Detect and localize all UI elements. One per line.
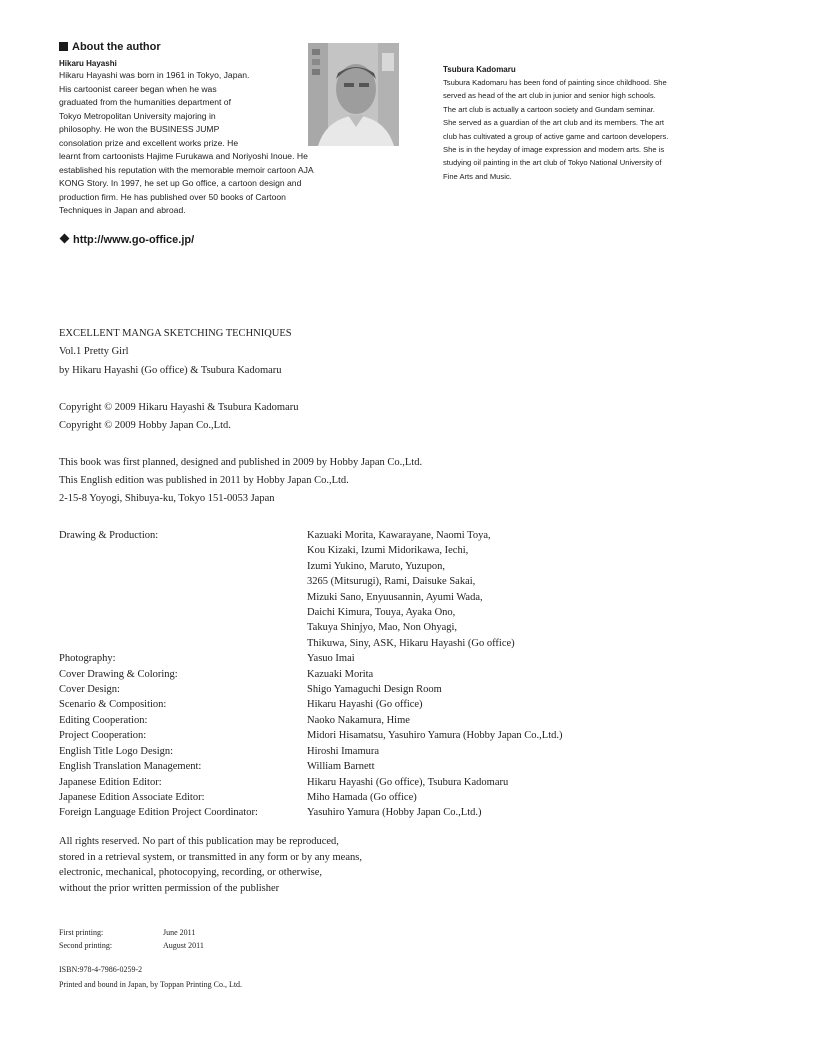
credit-role: English Title Logo Design:: [59, 745, 174, 757]
author2-bio-line: club has cultivated a group of active game and cartoon developers.: [443, 131, 669, 141]
author2-name: Tsubura Kadomaru: [443, 65, 516, 74]
credit-row: [59, 805, 639, 820]
credit-role: Japanese Edition Associate Editor:: [59, 791, 205, 803]
printing-row: [59, 926, 204, 939]
credit-role: Drawing & Production:: [59, 530, 159, 541]
about-author-heading-text: About the author: [72, 41, 161, 53]
credit-names: [307, 667, 373, 682]
credit-name-line: Izumi Yukino, Maruto, Yuzupon,: [307, 560, 446, 572]
credit-row: [59, 744, 639, 759]
credit-role: Scenario & Composition:: [59, 699, 167, 711]
credit-name-line: Yasuhiro Yamura (Hobby Japan Co.,Ltd.): [307, 807, 482, 819]
credit-row: [59, 775, 639, 790]
credit-row: [59, 697, 639, 712]
author1-bio-line: established his reputation with the memorable memoir cartoon AJA: [59, 164, 314, 175]
author2-bio-line: studying oil painting in the art club of Tokyo National University of: [443, 158, 662, 168]
author2-bio-line: She is in the heyday of image expression and modern arts. She is: [443, 145, 665, 155]
credit-name-line: Thikuwa, Siny, ASK, Hikaru Hayashi (Go office): [307, 637, 515, 649]
credit-names: [307, 651, 355, 666]
credit-names: [307, 790, 417, 805]
edition-block: [59, 454, 422, 508]
credit-name-line: Naoko Nakamura, Hime: [307, 714, 410, 726]
author-photo: [308, 43, 399, 146]
credit-row: [59, 682, 639, 697]
credit-name-line: Hiroshi Imamura: [307, 745, 380, 757]
credit-role: English Translation Management:: [59, 761, 202, 773]
credit-name-line: Kazuaki Morita: [307, 668, 374, 680]
printing-date: June 2011: [163, 928, 196, 937]
author1-bio-line: production firm. He has published over 50 books of Cartoon: [59, 191, 286, 202]
credit-name-line: Midori Hisamatsu, Yasuhiro Yamura (Hobby Japan Co.,Ltd.): [307, 730, 563, 742]
author2-bio-line: The art club is actually a cartoon society and Gundam seminar.: [443, 104, 655, 114]
printing-label: Second printing:: [59, 941, 113, 950]
credit-row: [59, 651, 639, 666]
author1-bio-line: graduated from the humanities department of: [59, 97, 231, 107]
rights-line: All rights reserved. No part of this publication may be reproduced,: [59, 836, 339, 847]
rights-notice: [59, 834, 362, 896]
author1-bio-line: philosophy. He won the BUSINESS JUMP: [59, 124, 220, 134]
printing-label: First printing:: [59, 928, 104, 937]
credit-names: [307, 805, 482, 820]
author1-bio-line: Tokyo Metropolitan University majoring in: [59, 110, 216, 121]
author1-bio-line: learnt from cartoonists Hajime Furukawa and Noriyoshi Inoue. He: [59, 151, 308, 161]
rights-line: stored in a retrieval system, or transmitted in any form or by any means,: [59, 851, 362, 863]
credit-names: [307, 713, 410, 728]
credit-row: [59, 667, 639, 682]
credit-name-line: Takuya Shinjyo, Mao, Non Ohyagi,: [307, 622, 458, 634]
credit-role: Japanese Edition Editor:: [59, 776, 162, 788]
credit-row: [59, 790, 639, 805]
author1-bio: [59, 69, 314, 218]
author1-bio-line: Techniques in Japan and abroad.: [59, 205, 186, 215]
credit-names: [307, 682, 442, 697]
rights-line: electronic, mechanical, photocopying, recording, or otherwise,: [59, 867, 322, 878]
author2-bio-line: She served as a guardian of the art club and its members. The art: [443, 118, 665, 128]
website-link[interactable]: [59, 233, 194, 247]
author1-bio-line: Hikaru Hayashi was born in 1961 in Tokyo, Japan.: [59, 70, 250, 80]
credit-name-line: William Barnett: [307, 761, 375, 773]
author-portrait-image: [308, 43, 399, 146]
book-title: EXCELLENT MANGA SKETCHING TECHNIQUES: [59, 328, 292, 339]
author1-name: Hikaru Hayashi: [59, 59, 117, 68]
printing-date: August 2011: [163, 941, 204, 950]
book-byline: by Hikaru Hayashi (Go office) & Tsubura Kadomaru: [59, 364, 282, 376]
credit-role: Cover Drawing & Coloring:: [59, 668, 178, 680]
credit-name-line: Kou Kizaki, Izumi Midorikawa, Iechi,: [307, 545, 469, 557]
credits-list: [59, 528, 639, 821]
author2-bio-line: Fine Arts and Music.: [443, 171, 512, 181]
author2-bio: [443, 76, 668, 183]
credit-role: Foreign Language Edition Project Coordinator:: [59, 807, 258, 819]
credit-role: Project Cooperation:: [59, 730, 147, 742]
credit-name-line: Yasuo Imai: [307, 653, 355, 665]
rights-line: without the prior written permission of the publisher: [59, 882, 280, 894]
book-info: [59, 325, 292, 380]
copyright-block: [59, 399, 298, 435]
credit-row: [59, 759, 639, 774]
credit-name-line: Shigo Yamaguchi Design Room: [307, 684, 442, 696]
credit-row: [59, 728, 639, 743]
credit-names: [307, 697, 423, 712]
credit-names: [307, 775, 508, 790]
author1-bio-line: consolation prize and excellent works prize. He: [59, 137, 239, 148]
credit-role: Cover Design:: [59, 684, 120, 696]
author2-bio-line: served as head of the art club in junior and senior high schools.: [443, 91, 656, 101]
edition-line: This book was first planned, designed and published in 2009 by Hobby Japan Co.,Ltd.: [59, 457, 423, 468]
author1-bio-line: KONG Story. In 1997, he set up Go office, a cartoon design and: [59, 178, 302, 188]
copyright-line: Copyright © 2009 Hikaru Hayashi & Tsubura Kadomaru: [59, 402, 299, 413]
website-url: http://www.go-office.jp/: [73, 234, 195, 246]
credit-name-line: Hikaru Hayashi (Go office), Tsubura Kadomaru: [307, 776, 509, 788]
credit-name-line: Hikaru Hayashi (Go office): [307, 699, 423, 711]
credit-name-line: 3265 (Mitsurugi), Rami, Daisuke Sakai,: [307, 576, 476, 588]
diamond-bullet-icon: [60, 234, 70, 244]
credit-row: [59, 713, 639, 728]
credit-role: Photography:: [59, 653, 116, 665]
credit-names: [307, 728, 563, 743]
isbn: ISBN:978-4-7986-0259-2: [59, 965, 143, 974]
about-author-heading: [59, 40, 161, 54]
credit-row: [59, 528, 639, 651]
book-volume: Vol.1 Pretty Girl: [59, 346, 129, 358]
credit-name-line: Miho Hamada (Go office): [307, 791, 417, 803]
edition-line: This English edition was published in 2011 by Hobby Japan Co.,Ltd.: [59, 475, 349, 486]
author2-bio-line: Tsubura Kadomaru has been fond of painting since childhood. She: [443, 78, 667, 87]
square-bullet-icon: [59, 42, 68, 51]
credit-name-line: Kazuaki Morita, Kawarayane, Naomi Toya,: [307, 530, 491, 541]
author1-bio-line: His cartoonist career began when he was: [59, 83, 217, 94]
edition-line: 2-15-8 Yoyogi, Shibuya-ku, Tokyo 151-0053 Japan: [59, 493, 275, 504]
credit-names: [307, 744, 379, 759]
credit-name-line: Daichi Kimura, Touya, Ayaka Ono,: [307, 607, 456, 619]
printer-credit: Printed and bound in Japan, by Toppan Printing Co., Ltd.: [59, 980, 243, 989]
copyright-line: Copyright © 2009 Hobby Japan Co.,Ltd.: [59, 420, 231, 431]
credit-names: [307, 528, 515, 651]
printing-row: [59, 939, 204, 952]
printing-history: [59, 926, 204, 952]
credit-role: Editing Cooperation:: [59, 714, 148, 726]
credit-names: [307, 759, 375, 774]
credit-name-line: Mizuki Sano, Enyuusannin, Ayumi Wada,: [307, 591, 483, 603]
